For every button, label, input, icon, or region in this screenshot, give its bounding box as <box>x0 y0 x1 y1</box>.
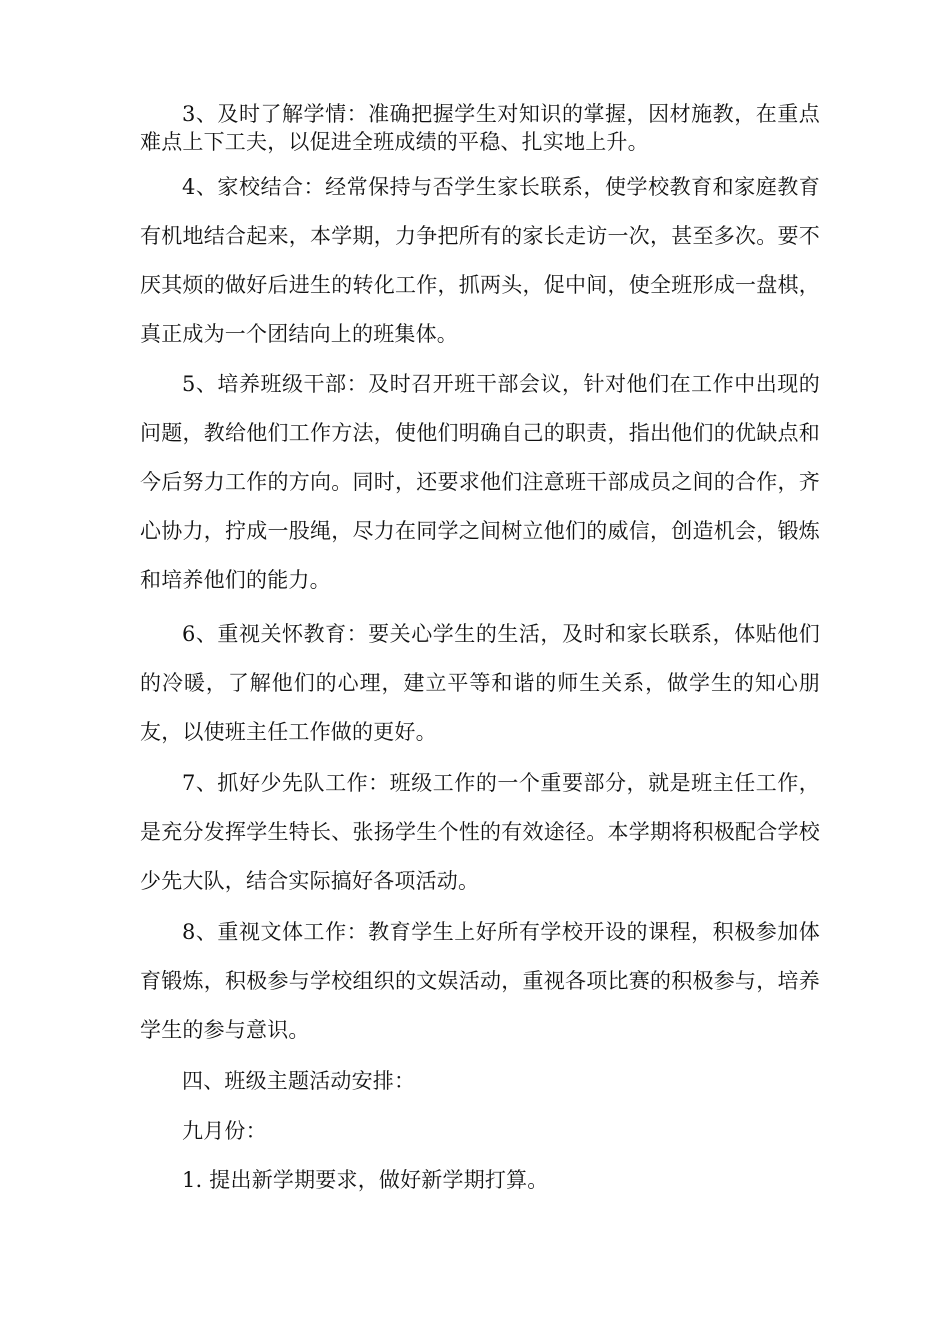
paragraph-item-6: 6、重视关怀教育：要关心学生的生活，及时和家长联系，体贴他们的冷暖，了解他们的心理，建立平等和谐的师生关系，做学生的知心朋友，以使班主任工作做的更好。 <box>140 622 820 744</box>
section-heading-activities: 四、班级主题活动安排： <box>182 1069 416 1093</box>
month-heading-september: 九月份： <box>182 1119 267 1143</box>
paragraph-item-5: 5、培养班级干部：及时召开班干部会议，针对他们在工作中出现的问题，教给他们工作方法，使他们明确自己的职责，指出他们的优缺点和今后努力工作的方向。同时，还要求他们注意班干部成员之间的合作，齐心协力，拧成一股绳，尽力在同学之间树立他们的威信，创造机会，锻炼和培养他们的能力。 <box>140 372 820 592</box>
paragraph-item-8: 8、重视文体工作：教育学生上好所有学校开设的课程，积极参加体育锻炼，积极参与学校组织的文娱活动，重视各项比赛的积极参与，培养学生的参与意识。 <box>140 920 820 1042</box>
list-item-1: 1. 提出新学期要求，做好新学期打算。 <box>182 1168 549 1192</box>
paragraph-item-3: 3、及时了解学情：准确把握学生对知识的掌握，因材施教，在重点难点上下工夫，以促进全班成绩的平稳、扎实地上升。 <box>140 102 820 154</box>
paragraph-item-7: 7、抓好少先队工作：班级工作的一个重要部分，就是班主任工作，是充分发挥学生特长、张扬学生个性的有效途径。本学期将积极配合学校少先大队，结合实际搞好各项活动。 <box>140 771 820 893</box>
paragraph-item-4: 4、家校结合：经常保持与否学生家长联系，使学校教育和家庭教育有机地结合起来，本学期，力争把所有的家长走访一次，甚至多次。要不厌其烦的做好后进生的转化工作，抓两头，促中间，使全班形成一盘棋，真正成为一个团结向上的班集体。 <box>140 175 820 346</box>
